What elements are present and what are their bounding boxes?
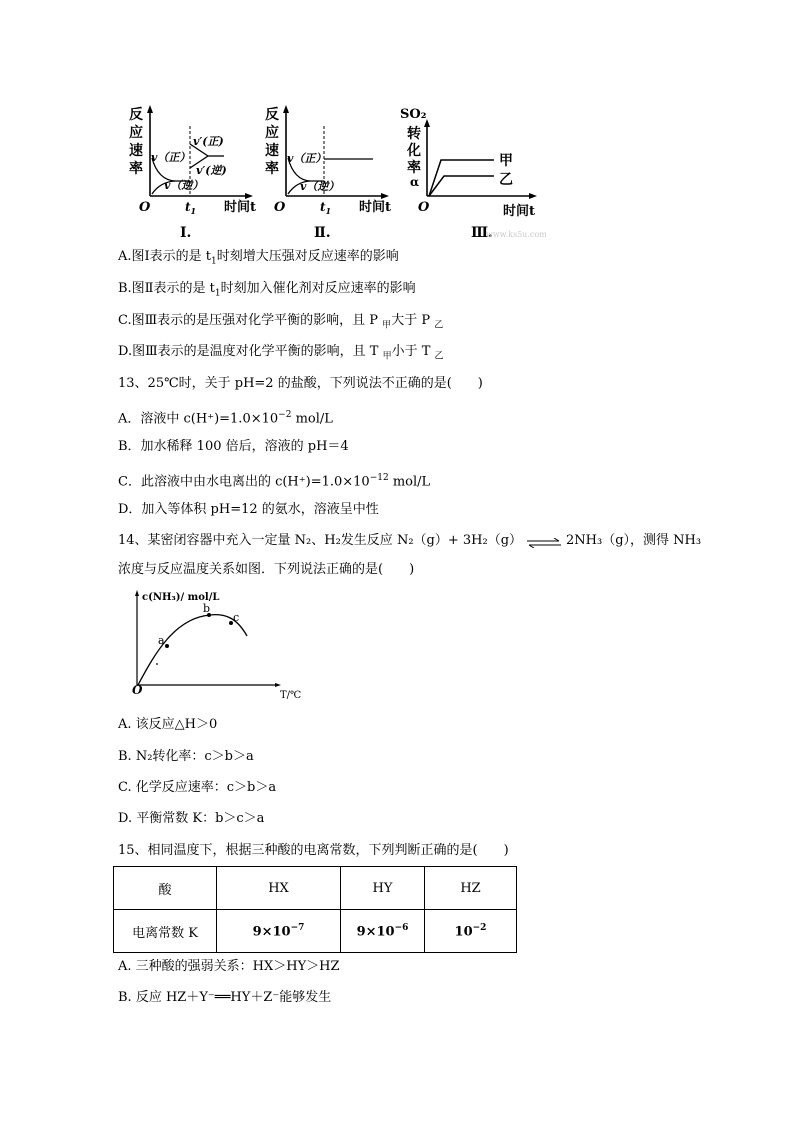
fig2-origin: O [274,200,286,215]
fig3-ylabel-so2: SO₂ [400,107,427,122]
q12-c-sub: 甲 [382,320,392,331]
stray-dot [156,663,158,665]
fig1-caption: Ⅰ. [180,225,192,241]
figure-1 [129,105,256,241]
q12-b-pre: B.图Ⅱ表示的是 t [118,281,215,296]
fig2-label-v-reverse: v（逆） [300,180,340,193]
fig3-label-jia: 甲 [499,153,513,169]
fig2-y-arrow [283,105,289,113]
q12-option-b [118,280,416,303]
figure-3 [400,107,547,241]
fig2-label-v-forward: v（正） [287,152,327,165]
table-row [114,910,517,953]
q14-stem-line-1 [118,532,701,550]
q12-c-post: 大于 P [391,313,435,328]
hz-k-base: 10 [454,924,473,940]
fig1-t1: $t_1$ [185,200,197,216]
fig3-x-arrow [529,193,537,199]
hx-k-base: 9×10 [252,924,291,940]
point-b-label: b [203,602,211,615]
fig1-y-arrow [147,105,153,113]
q12-c-pre: C.图Ⅲ表示的是压强对化学平衡的影响，且 P [118,313,383,328]
fig2-caption: Ⅱ. [314,225,331,241]
watermark: www.ks5u.com [486,230,547,239]
point-a-marker [165,644,169,648]
fig1-label-v-reverse: v（逆） [164,179,204,192]
fig3-series-yi [429,176,494,196]
fig1-ylabel-4: 率 [129,161,143,177]
q14-stem-line-2: 浓度与反应温度关系如图．下列说法正确的是( ) [118,562,415,577]
fig3-ylabel-alpha: α [410,175,420,189]
q12-b-sub: 1 [214,288,221,299]
fig2-ylabel-2: 应 [265,125,279,141]
q12-a-pre: A.图Ⅰ表示的是 t [118,249,212,264]
nh3-concentration-graph [125,588,315,708]
table-header-hx: HX [217,867,341,910]
graph-origin: O [132,683,143,697]
q12-option-c [118,312,443,335]
q13-stem: 13、25℃时，关于 pH=2 的盐酸，下列说法不正确的是( ) [118,376,483,391]
hx-k-exp: −7 [290,922,305,933]
fig3-ylabel-4: 率 [407,160,421,176]
fig1-ylabel-1: 反 [129,107,143,123]
table-cell-hy [341,910,425,953]
q12-c-sub2: 乙 [434,320,444,331]
fig1-label-v-forward: v（正） [151,151,191,164]
q14-option-d: D. 平衡常数 K：b＞c＞a [118,811,265,826]
hy-k-exp: −6 [394,922,409,933]
fig1-ylabel-2: 应 [129,125,143,141]
q12-d-post: 小于 T [391,344,435,359]
q14-option-c: C. 化学反应速率：c＞b＞a [118,780,277,795]
hz-k-exp: −2 [472,922,487,933]
fig3-origin: O [418,200,430,215]
q12-option-a [118,248,399,271]
fig3-ylabel-3: 化 [407,143,421,159]
fig1-ylabel-3: 速 [129,143,143,159]
q13-option-a [118,406,333,428]
q12-option-d [118,343,444,366]
hy-k-base: 9×10 [356,924,395,940]
graph-y-arrow [135,590,139,596]
table-row-label: 电离常数 K [114,910,217,953]
q13-c-pre: C．此溶液中由水电离出的 c(H⁺)=1.0×10 [118,474,370,490]
reaction-figures [110,100,570,245]
fig2-ylabel-3: 速 [265,143,279,159]
fig1-x-arrow [245,193,253,199]
graph-y-label: c(NH₃)/ mol/L [142,592,220,603]
q13-a-post: mol/L [291,411,333,427]
fig3-x-label: 时间t [503,204,536,219]
fig1-x-label: 时间t [224,200,257,215]
q12-d-sub2: 乙 [434,351,444,362]
q13-c-sup: −12 [369,473,389,483]
fig3-label-yi: 乙 [499,172,513,188]
q13-c-post: mol/L [388,474,431,490]
ionization-constant-table [113,866,517,953]
point-a-label: a [158,634,165,647]
fig1-label-vprime-reverse: v′(逆) [196,164,227,177]
q12-d-pre: D.图Ⅲ表示的是温度对化学平衡的影响，且 T [118,344,383,359]
table-cell-hx [217,910,341,953]
fig2-ylabel-1: 反 [265,107,279,123]
q12-a-sub: 1 [211,256,217,267]
fig3-caption: Ⅲ. [471,225,493,241]
q14-stem-part-2: 2NH₃（g），测得 NH₃ [566,533,702,548]
q13-option-c [118,469,430,491]
fig2-x-label: 时间t [359,200,392,215]
q14-option-a: A. 该反应△H＞0 [118,717,218,732]
fig1-label-vprime-forward: v′(正) [193,135,224,148]
q13-option-d: D．加入等体积 pH=12 的氨水，溶液呈中性 [118,502,379,517]
q15-option-a: A. 三种酸的强弱关系：HX＞HY＞HZ [118,959,340,974]
q14-stem-part-1: 14、某密闭容器中充入一定量 N₂、H₂发生反应 N₂（g）+ 3H₂（g） [118,533,523,548]
graph-curve [138,615,247,685]
q15-stem: 15、相同温度下，根据三种酸的电离常数，下列判断正确的是( ) [118,843,509,858]
table-header-acid: 酸 [114,867,217,910]
q13-option-b: B．加水稀释 100 倍后，溶液的 pH＝4 [118,439,349,454]
point-c-label: c [233,611,240,624]
q12-b-post: 时刻加入催化剂对反应速率的影响 [220,281,416,296]
figure-2 [265,105,391,241]
fig2-t1: $t_1$ [320,200,332,216]
fig2-x-arrow [381,193,389,199]
table-cell-hz [425,910,517,953]
fig3-series-jia [429,160,494,196]
q14-option-b: B. N₂转化率：c＞b＞a [118,749,254,764]
table-header-row [114,867,517,910]
q13-a-sup: −2 [278,410,292,420]
q13-a-pre: A．溶液中 c(H⁺)=1.0×10 [118,411,279,427]
table-header-hz: HZ [425,867,517,910]
q12-a-post: 时刻增大压强对反应速率的影响 [216,249,399,264]
equilibrium-arrow-icon [525,536,563,546]
fig3-ylabel-2: 转 [407,126,421,142]
graph-x-arrow [275,683,281,687]
fig2-ylabel-4: 率 [265,161,279,177]
q12-d-sub: 甲 [382,351,392,362]
q15-option-b: B. 反应 HZ＋Y⁻══HY＋Z⁻能够发生 [118,990,332,1005]
graph-x-label: T/℃ [280,690,302,701]
fig1-origin: O [139,200,151,215]
table-header-hy: HY [341,867,425,910]
